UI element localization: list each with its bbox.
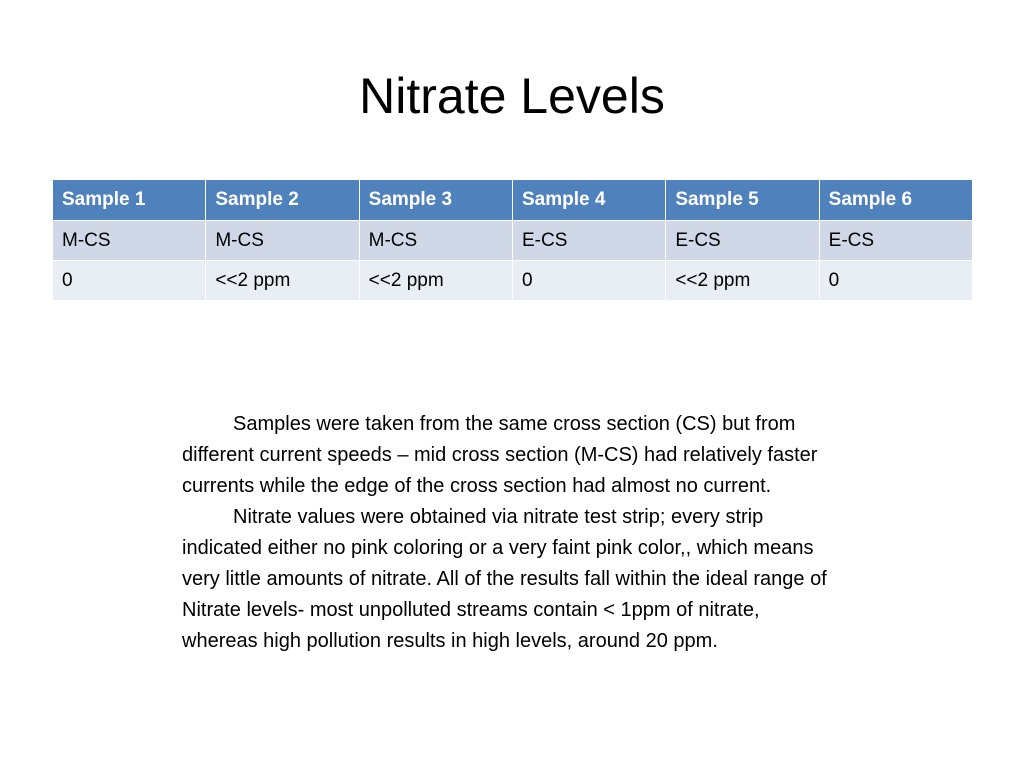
table-cell: <<2 ppm: [359, 261, 512, 301]
header-sample-6: Sample 6: [819, 180, 972, 221]
slide-title: Nitrate Levels: [359, 68, 665, 124]
paragraph-results: Nitrate values were obtained via nitrate test strip; every strip indicated either no pink coloring or a very faint pink color,, which means very little amounts of nitrate. All of the results fall within the ideal range of Nitrate levels- most unpolluted streams contain < 1ppm of nitrate, whereas high pollution results in high levels, around 20 ppm.: [182, 506, 827, 652]
body-text: [182, 409, 834, 657]
header-sample-1: Sample 1: [53, 180, 206, 221]
table-row-nitrate: [53, 261, 973, 301]
paragraph-sampling: Samples were taken from the same cross section (CS) but from different current speeds – mid cross section (M-CS) had relatively faster currents while the edge of the cross section had almost no current.: [182, 413, 818, 497]
header-sample-4: Sample 4: [512, 180, 665, 221]
table-cell: E-CS: [666, 221, 819, 261]
table-cell: 0: [53, 261, 206, 301]
table-row-location: [53, 221, 973, 261]
header-sample-2: Sample 2: [206, 180, 359, 221]
table-cell: M-CS: [359, 221, 512, 261]
table-cell: <<2 ppm: [666, 261, 819, 301]
table-cell: M-CS: [206, 221, 359, 261]
table-cell: M-CS: [53, 221, 206, 261]
header-sample-5: Sample 5: [666, 180, 819, 221]
table-cell: E-CS: [819, 221, 972, 261]
table-header-row: [53, 180, 973, 221]
table-cell: 0: [512, 261, 665, 301]
table-cell: 0: [819, 261, 972, 301]
header-sample-3: Sample 3: [359, 180, 512, 221]
table-cell: <<2 ppm: [206, 261, 359, 301]
nitrate-table: [52, 179, 973, 301]
table-cell: E-CS: [512, 221, 665, 261]
